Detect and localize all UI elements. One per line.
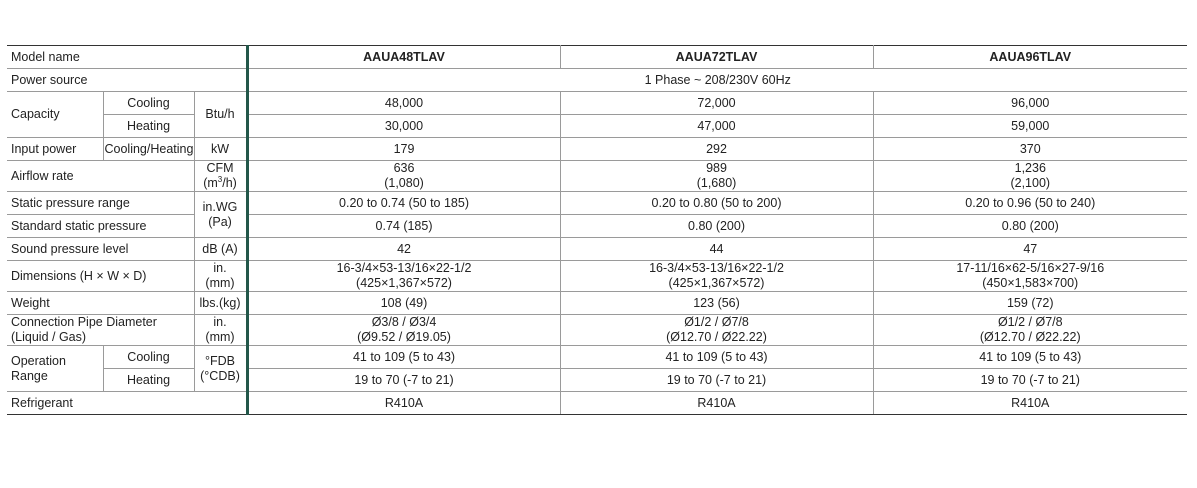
capacity-cooling-value-3: 96,000 — [873, 92, 1187, 115]
input-power-label: Input power — [7, 138, 103, 161]
dimensions-value-1: 16-3/4×53-13/16×22-1/2 (425×1,367×572) — [247, 261, 560, 292]
standard-static-pressure-value-1: 0.74 (185) — [247, 215, 560, 238]
model-name-label: Model name — [7, 46, 247, 69]
refrigerant-row — [7, 392, 1187, 415]
power-source-row — [7, 69, 1187, 92]
static-pressure-range-label: Static pressure range — [7, 192, 194, 215]
static-pressure-range-value-3: 0.20 to 0.96 (50 to 240) — [873, 192, 1187, 215]
capacity-heating-label: Heating — [103, 115, 194, 138]
static-pressure-range-value-1: 0.20 to 0.74 (50 to 185) — [247, 192, 560, 215]
static-pressure-range-value-2: 0.20 to 0.80 (50 to 200) — [560, 192, 873, 215]
standard-static-pressure-row — [7, 215, 1187, 238]
weight-unit: lbs.(kg) — [194, 292, 247, 315]
airflow-unit-line1: CFM — [206, 161, 234, 175]
sound-pressure-row — [7, 238, 1187, 261]
input-power-value-1: 179 — [247, 138, 560, 161]
airflow-value-3: 1,236 (2,100) — [873, 161, 1187, 192]
pipe-diameter-row — [7, 315, 1187, 346]
dimensions-value-3: 17-11/16×62-5/16×27-9/16 (450×1,583×700) — [873, 261, 1187, 292]
capacity-cooling-value-1: 48,000 — [247, 92, 560, 115]
weight-row — [7, 292, 1187, 315]
operation-heating-row — [7, 369, 1187, 392]
operation-heating-label: Heating — [103, 369, 194, 392]
weight-value-3: 159 (72) — [873, 292, 1187, 315]
airflow-row — [7, 161, 1187, 192]
operation-cooling-label: Cooling — [103, 346, 194, 369]
standard-static-pressure-value-3: 0.80 (200) — [873, 215, 1187, 238]
capacity-heating-value-2: 47,000 — [560, 115, 873, 138]
standard-static-pressure-value-2: 0.80 (200) — [560, 215, 873, 238]
pipe-diameter-label: Connection Pipe Diameter (Liquid / Gas) — [7, 315, 194, 346]
capacity-heating-value-1: 30,000 — [247, 115, 560, 138]
sound-pressure-label: Sound pressure level — [7, 238, 194, 261]
operation-range-label: Operation Range — [7, 346, 103, 392]
refrigerant-label: Refrigerant — [7, 392, 247, 415]
operation-cooling-row — [7, 346, 1187, 369]
power-source-value: 1 Phase ~ 208/230V 60Hz — [247, 69, 1187, 92]
capacity-label: Capacity — [7, 92, 103, 138]
pressure-unit: in.WG (Pa) — [194, 192, 247, 238]
sound-pressure-value-3: 47 — [873, 238, 1187, 261]
spec-table-container — [7, 45, 1187, 415]
operation-heating-value-3: 19 to 70 (-7 to 21) — [873, 369, 1187, 392]
operation-unit: °FDB (°CDB) — [194, 346, 247, 392]
static-pressure-range-row — [7, 192, 1187, 215]
airflow-label: Airflow rate — [7, 161, 194, 192]
sound-pressure-value-2: 44 — [560, 238, 873, 261]
operation-cooling-value-3: 41 to 109 (5 to 43) — [873, 346, 1187, 369]
input-power-unit: kW — [194, 138, 247, 161]
model-header-3: AAUA96TLAV — [873, 46, 1187, 69]
refrigerant-value-2: R410A — [560, 392, 873, 415]
pipe-diameter-unit: in. (mm) — [194, 315, 247, 346]
input-power-value-3: 370 — [873, 138, 1187, 161]
capacity-heating-row — [7, 115, 1187, 138]
pipe-diameter-value-3: Ø1/2 / Ø7/8 (Ø12.70 / Ø22.22) — [873, 315, 1187, 346]
power-source-label: Power source — [7, 69, 247, 92]
capacity-cooling-row — [7, 92, 1187, 115]
weight-label: Weight — [7, 292, 194, 315]
operation-cooling-value-2: 41 to 109 (5 to 43) — [560, 346, 873, 369]
spec-table — [7, 45, 1187, 415]
capacity-heating-value-3: 59,000 — [873, 115, 1187, 138]
input-power-row — [7, 138, 1187, 161]
airflow-value-1: 636 (1,080) — [247, 161, 560, 192]
weight-value-1: 108 (49) — [247, 292, 560, 315]
operation-heating-value-1: 19 to 70 (-7 to 21) — [247, 369, 560, 392]
refrigerant-value-3: R410A — [873, 392, 1187, 415]
weight-value-2: 123 (56) — [560, 292, 873, 315]
dimensions-value-2: 16-3/4×53-13/16×22-1/2 (425×1,367×572) — [560, 261, 873, 292]
header-row — [7, 46, 1187, 69]
airflow-unit — [194, 161, 247, 192]
input-power-value-2: 292 — [560, 138, 873, 161]
standard-static-pressure-label: Standard static pressure — [7, 215, 194, 238]
pipe-diameter-value-2: Ø1/2 / Ø7/8 (Ø12.70 / Ø22.22) — [560, 315, 873, 346]
capacity-cooling-value-2: 72,000 — [560, 92, 873, 115]
capacity-cooling-label: Cooling — [103, 92, 194, 115]
dimensions-row — [7, 261, 1187, 292]
operation-cooling-value-1: 41 to 109 (5 to 43) — [247, 346, 560, 369]
sound-pressure-unit: dB (A) — [194, 238, 247, 261]
dimensions-unit: in. (mm) — [194, 261, 247, 292]
refrigerant-value-1: R410A — [247, 392, 560, 415]
airflow-value-2: 989 (1,680) — [560, 161, 873, 192]
input-power-sub-label: Cooling/Heating — [103, 138, 194, 161]
model-header-1: AAUA48TLAV — [247, 46, 560, 69]
capacity-unit: Btu/h — [194, 92, 247, 138]
dimensions-label: Dimensions (H × W × D) — [7, 261, 194, 292]
airflow-unit-line2: $(m^3/h)$ — [203, 174, 237, 190]
operation-heating-value-2: 19 to 70 (-7 to 21) — [560, 369, 873, 392]
pipe-diameter-value-1: Ø3/8 / Ø3/4 (Ø9.52 / Ø19.05) — [247, 315, 560, 346]
model-header-2: AAUA72TLAV — [560, 46, 873, 69]
sound-pressure-value-1: 42 — [247, 238, 560, 261]
